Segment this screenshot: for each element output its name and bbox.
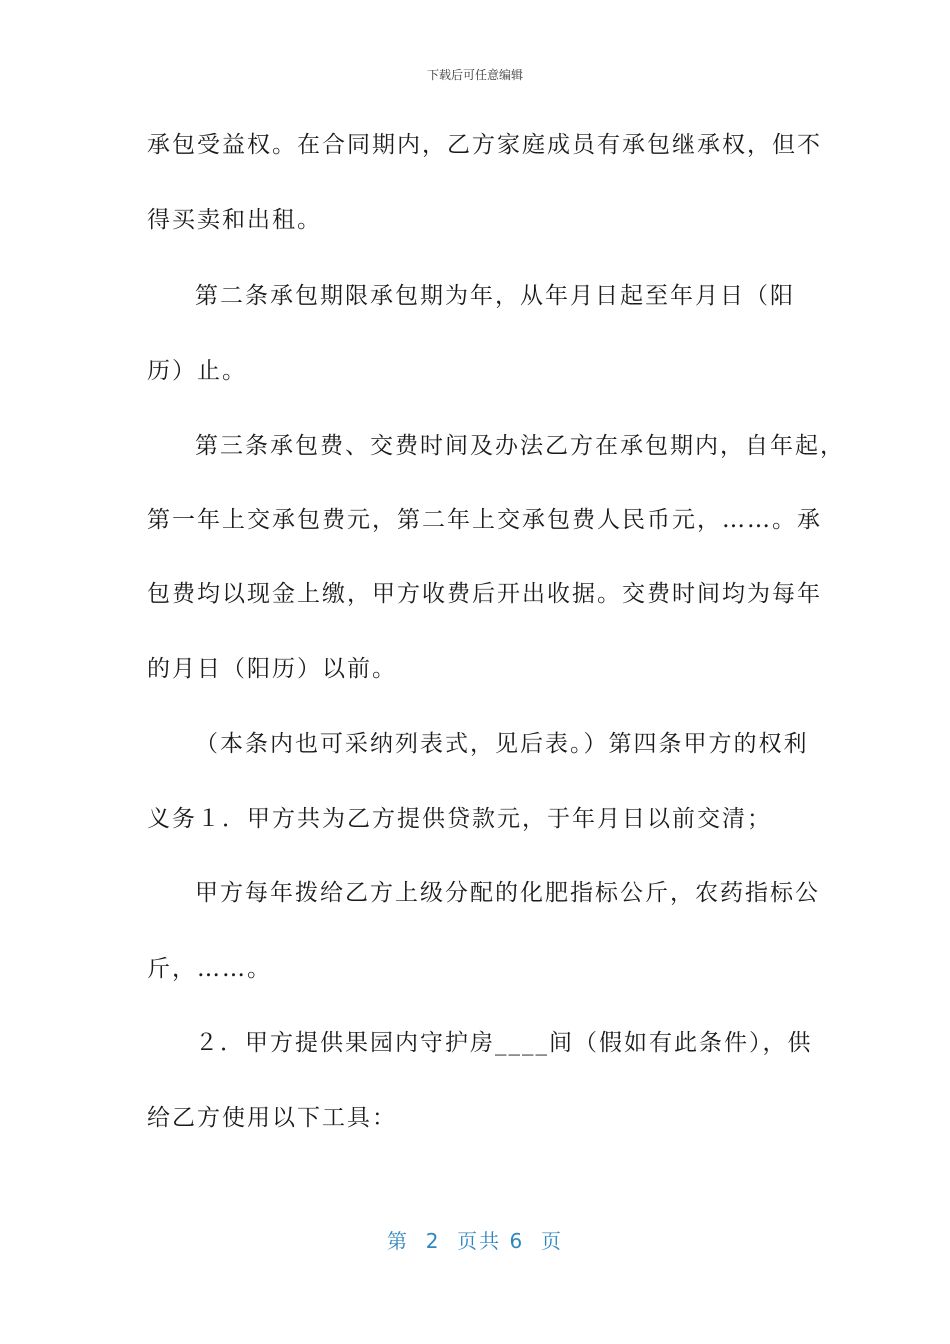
page-number-footer: 第 2 页共 6 页 <box>387 1229 563 1253</box>
paragraph-line: 给乙方使用以下工具： <box>147 1105 397 1131</box>
paragraph-line: 斤，……。 <box>147 956 272 982</box>
paragraph-line: 的月日（阳历）以前。 <box>147 656 397 682</box>
paragraph-line: 第三条承包费、交费时间及办法乙方在承包期内，自年起， <box>195 433 845 459</box>
paragraph-line: 第二条承包期限承包期为年，从年月日起至年月日（阳 <box>195 283 795 309</box>
paragraph-line: 承包受益权。在合同期内，乙方家庭成员有承包继承权，但不 <box>147 132 822 158</box>
paragraph-line: 第一年上交承包费元，第二年上交承包费人民币元，……。承 <box>147 507 822 533</box>
paragraph-line: 甲方每年拨给乙方上级分配的化肥指标公斤，农药指标公 <box>195 880 820 906</box>
paragraph-line: 义务１．甲方共为乙方提供贷款元，于年月日以前交清； <box>147 806 772 832</box>
paragraph-line: 包费均以现金上缴，甲方收费后开出收据。交费时间均为每年 <box>147 581 822 607</box>
paragraph-line: 得买卖和出租。 <box>147 207 322 233</box>
paragraph-line: （本条内也可采纳列表式，见后表。）第四条甲方的权利 <box>195 731 809 757</box>
paragraph-line: 历）止。 <box>147 358 247 384</box>
paragraph-line: ２．甲方提供果园内守护房____间（假如有此条件），供 <box>195 1030 813 1056</box>
header-note: 下载后可任意编辑 <box>426 68 523 82</box>
